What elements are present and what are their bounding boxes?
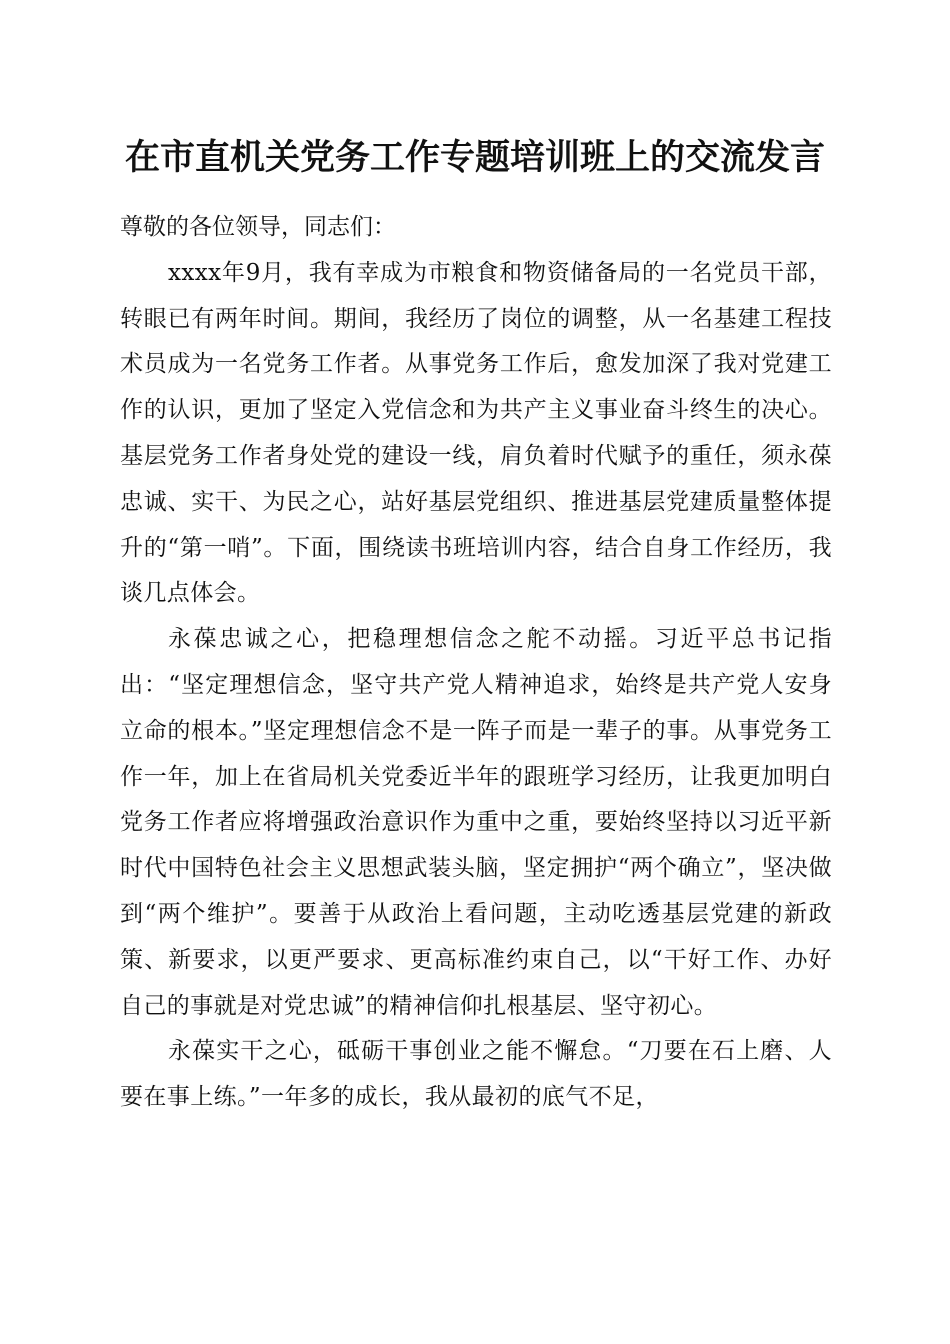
paragraph-3: 永葆实干之心，砥砺干事创业之能不懈怠。“刀要在石上磨、人要在事上练。”一年多的成长，我从最初的底气不足， (120, 1038, 832, 1111)
paragraph-1: xxxx年9月，我有幸成为市粮食和物资储备局的一名党员干部，转眼已有两年时间。期间，我经历了岗位的调整，从一名基建工程技术员成为一名党务工作者。从事党务工作后，愈发加深了我对党建工作的认识，更加了坚定入党信念和为共产主义事业奋斗终生的决心。基层党务工作者身处党的建设一线，肩负着时代赋予的重任，须永葆忠诚、实干、为民之心，站好基层党组织、推进基层党建质量整体提升的“第一哨”。下面，围绕读书班培训内容，结合自身工作经历，我谈几点体会。 (120, 259, 832, 607)
paragraph-2: 永葆忠诚之心，把稳理想信念之舵不动摇。习近平总书记指出：“坚定理想信念，坚守共产党人精神追求，始终是共产党人安身立命的根本。”坚定理想信念不是一阵子而是一辈子的事。从事党务工作一年，加上在省局机关党委近半年的跟班学习经历，让我更加明白党务工作者应将增强政治意识作为重中之重，要始终坚持以习近平新时代中国特色社会主义思想武装头脑，坚定拥护“两个确立”，坚决做到“两个维护”。要善于从政治上看问题，主动吃透基层党建的新政策、新要求，以更严要求、更高标准约束自己，以“干好工作、办好自己的事就是对党忠诚”的精神信仰扎根基层、坚守初心。 (120, 626, 832, 1019)
document-body (120, 200, 832, 1121)
document-title: 在市直机关党务工作专题培训班上的交流发言 (124, 137, 825, 178)
salutation: 尊敬的各位领导，同志们： (120, 214, 396, 240)
